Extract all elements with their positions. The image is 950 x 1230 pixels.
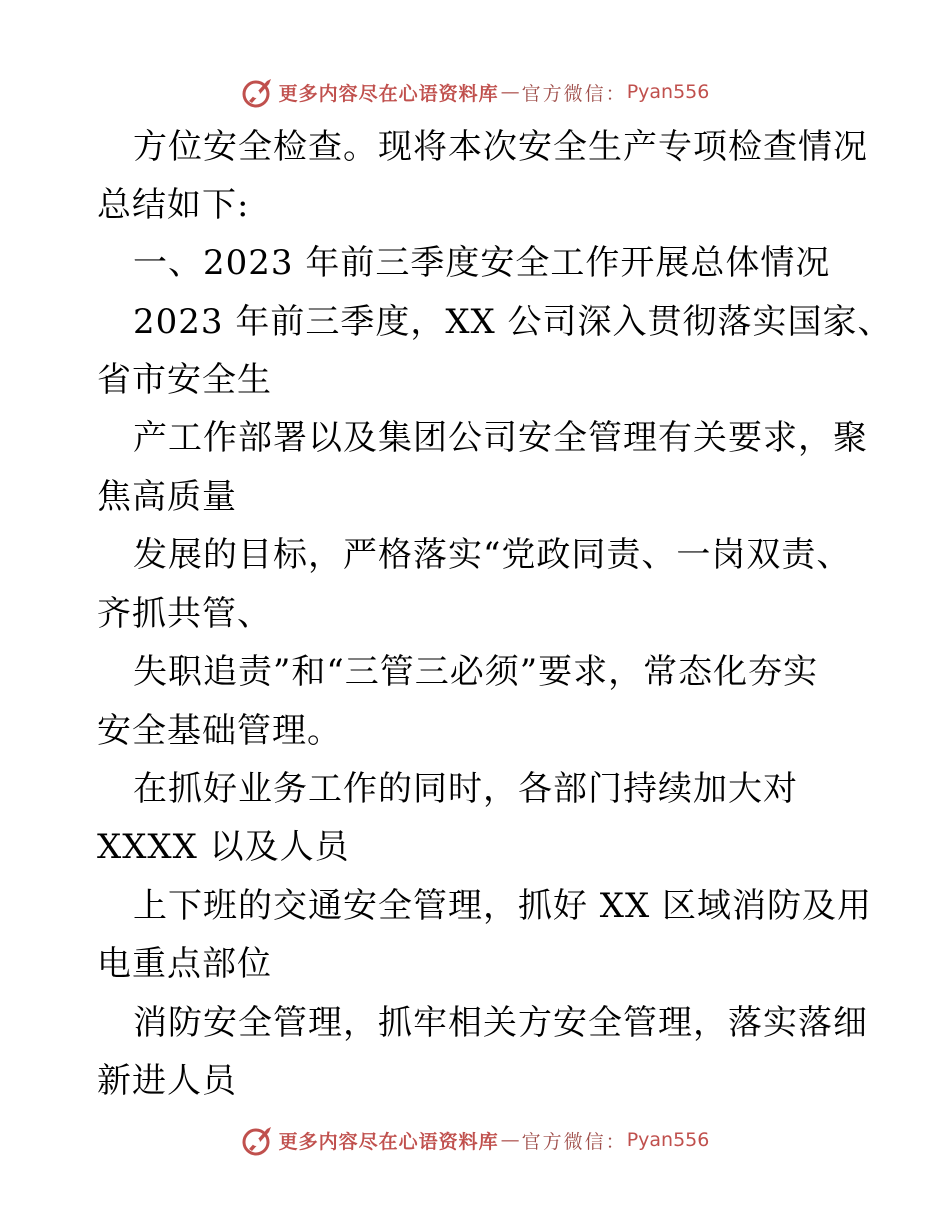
body-line: 电重点部位: [97, 944, 272, 984]
footer-banner: [0, 1120, 950, 1160]
body-line: 焦高质量: [97, 477, 237, 517]
banner-wechat-id: Pyan556: [626, 81, 710, 103]
body-line: 方位安全检查。现将本次安全生产专项检查情况: [133, 127, 868, 167]
body-line: 齐抓共管、: [97, 594, 272, 634]
body-line: 消防安全管理，抓牢相关方安全管理，落实落细: [133, 1003, 868, 1043]
body-line: 失职追责”和“三管三必须”要求，常态化夯实: [133, 652, 819, 692]
body-line: 在抓好业务工作的同时，各部门持续加大对: [133, 769, 798, 809]
quill-logo-icon: [241, 1123, 275, 1157]
banner-text: 更多内容尽在心语资料库: [278, 82, 499, 105]
banner-wechat-label: 官方微信：: [521, 1130, 627, 1153]
header-banner: [0, 72, 950, 112]
body-line: 2023 年前三季度，XX 公司深入贯彻落实国家、: [133, 302, 893, 342]
body-line: XXXX 以及人员: [97, 827, 350, 867]
body-line: 总结如下:: [97, 185, 250, 225]
section-heading: 一、2023 年前三季度安全工作开展总体情况: [133, 243, 831, 283]
banner-wechat-label: 官方微信：: [521, 82, 627, 105]
body-line: 省市安全生: [97, 360, 272, 400]
banner-separator: —: [500, 81, 520, 103]
body-line: 产工作部署以及集团公司安全管理有关要求，聚: [133, 418, 868, 458]
banner-wechat-id: Pyan556: [626, 1129, 710, 1151]
quill-logo-icon: [241, 75, 275, 109]
body-line: 上下班的交通安全管理，抓好 XX 区域消防及用: [133, 886, 873, 926]
body-line: 新进人员: [97, 1061, 237, 1101]
banner-separator: —: [500, 1129, 520, 1151]
body-line: 发展的目标，严格落实“党政同责、一岗双责、: [133, 535, 852, 575]
banner-text: 更多内容尽在心语资料库: [278, 1130, 499, 1153]
body-line: 安全基础管理。: [97, 711, 342, 751]
